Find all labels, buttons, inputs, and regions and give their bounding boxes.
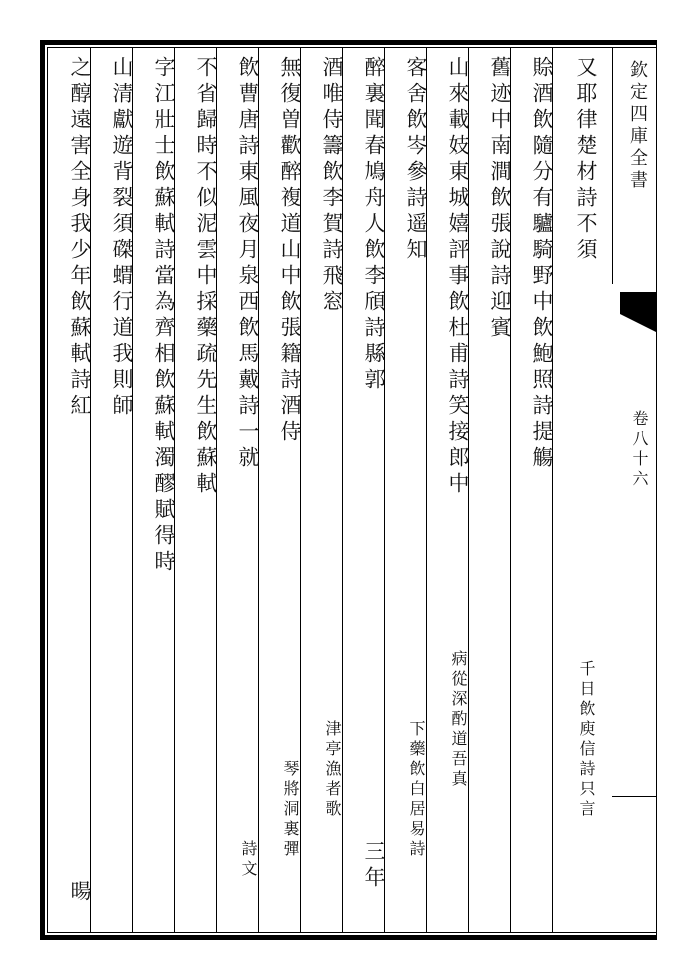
- text-column-5: 客舍飲岑參詩遥知: [404, 56, 428, 264]
- volume-label: 卷八十六: [630, 410, 649, 490]
- text-column-18: 津亭漁者歌: [323, 720, 342, 820]
- text-column-8: 無復曽歡醉複道山中飲張籍詩酒侍: [278, 56, 302, 446]
- text-column-19: 琴將洞裏彈: [281, 760, 300, 860]
- text-column-15: 病從深酌道吾真: [449, 650, 468, 790]
- text-column-17: 三年: [362, 840, 386, 892]
- text-column-7: 酒唯侍籌飲李賀詩飛窓: [320, 56, 344, 316]
- page-right-edge-line: [656, 40, 657, 940]
- text-column-14: 千日飲庾信詩只言: [577, 660, 596, 820]
- text-column-16: 下藥飲白居易詩: [407, 720, 426, 860]
- margin-title: 欽定四庫全書: [627, 60, 648, 192]
- text-column-20: 詩文: [239, 840, 258, 880]
- text-column-13: 之醇遠害全身我少年飲蘇軾詩紅: [68, 56, 92, 420]
- text-column-4: 山來載妓東城嬉評事飲杜甫詩笑接郎中: [446, 56, 470, 498]
- text-column-11: 字江壯士飲蘇軾詩當為齊相飲蘇軾濁醪賦得時: [152, 56, 176, 576]
- text-column-1: 又耶律楚材詩不須: [574, 56, 598, 264]
- text-column-9: 飲曹唐詩東風夜月泉西飲馬戴詩一就: [236, 56, 260, 472]
- text-column-12: 山清獻遊背裂須磔蝟行道我則師: [110, 56, 134, 420]
- text-column-2: 賒酒飲隨分有驢騎野中飲鮑照詩提觴: [530, 56, 554, 472]
- text-column-10: 不省歸時不似泥雲中採藥疏先生飲蘇軾: [194, 56, 218, 498]
- text-column-6: 醉裏聞春鳩舟人飲李頎詩縣郭: [362, 56, 386, 394]
- text-column-21: 暘: [68, 880, 92, 906]
- corner-divider: [612, 796, 656, 797]
- text-column-3: 舊迹中南澗飲張說詩迎賓: [488, 56, 512, 342]
